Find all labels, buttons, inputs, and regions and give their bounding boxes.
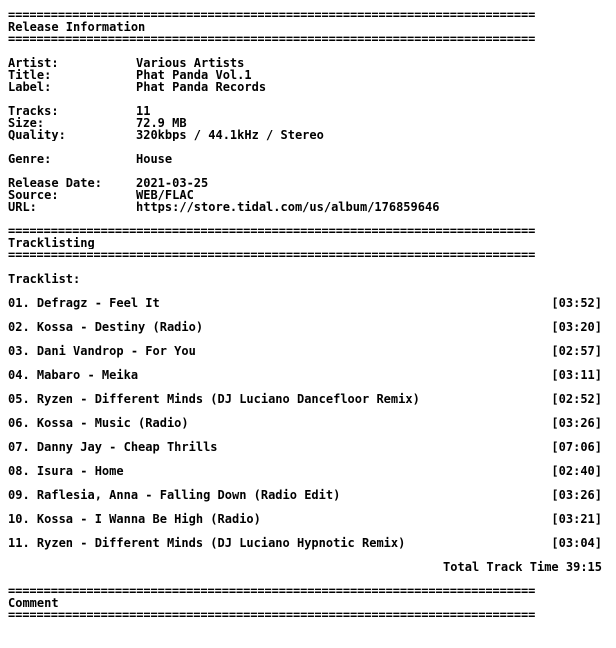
info-label: Size: xyxy=(8,117,45,129)
section-title-comment: Comment xyxy=(8,597,59,609)
track-row xyxy=(8,345,602,357)
track-row xyxy=(8,465,602,477)
info-label: Title: xyxy=(8,69,52,81)
track-row xyxy=(8,393,602,405)
info-label: Quality: xyxy=(8,129,66,141)
separator-line: ========================================================================== xyxy=(8,225,536,237)
track-row xyxy=(8,369,602,381)
info-value: 320kbps / 44.1kHz / Stereo xyxy=(136,129,324,141)
track-row xyxy=(8,441,602,453)
track-title: 04. Mabaro - Meika xyxy=(8,368,139,382)
track-title: 10. Kossa - I Wanna Be High (Radio) xyxy=(8,512,261,526)
track-duration: [02:57] xyxy=(551,344,602,358)
info-row xyxy=(8,57,602,69)
info-value: 72.9 MB xyxy=(136,117,187,129)
track-duration: [03:21] xyxy=(551,512,602,526)
track-duration: [03:04] xyxy=(551,536,602,550)
info-row xyxy=(8,153,602,165)
release-document xyxy=(8,9,602,621)
info-row xyxy=(8,189,602,201)
track-title: 06. Kossa - Music (Radio) xyxy=(8,416,189,430)
section-title-tracklisting: Tracklisting xyxy=(8,237,95,249)
tracklist xyxy=(8,297,602,561)
track-duration: [03:52] xyxy=(551,296,602,310)
track-title: 07. Danny Jay - Cheap Thrills xyxy=(8,440,218,454)
info-row xyxy=(8,105,602,117)
info-value: WEB/FLAC xyxy=(136,189,194,201)
track-row xyxy=(8,417,602,429)
track-duration: [07:06] xyxy=(551,440,602,454)
info-label: URL: xyxy=(8,201,37,213)
track-duration: [03:26] xyxy=(551,488,602,502)
info-row xyxy=(8,201,602,213)
section-title-release: Release Information xyxy=(8,21,146,33)
separator-line: ========================================================================== xyxy=(8,585,536,597)
total-track-time: Total Track Time 39:15 xyxy=(443,560,602,574)
track-title: 01. Defragz - Feel It xyxy=(8,296,160,310)
track-title: 08. Isura - Home xyxy=(8,464,124,478)
info-row xyxy=(8,117,602,129)
info-row xyxy=(8,81,602,93)
info-label: Release Date: xyxy=(8,177,102,189)
track-duration: [02:52] xyxy=(551,392,602,406)
info-label: Tracks: xyxy=(8,105,59,117)
info-row xyxy=(8,177,602,189)
separator-line: ========================================================================== xyxy=(8,249,536,261)
info-value: https://store.tidal.com/us/album/176859646 xyxy=(136,201,440,213)
separator-line: ========================================================================== xyxy=(8,33,536,45)
track-row xyxy=(8,489,602,501)
track-duration: [03:20] xyxy=(551,320,602,334)
info-label: Artist: xyxy=(8,57,59,69)
track-title: 11. Ryzen - Different Minds (DJ Luciano Hypnotic Remix) xyxy=(8,536,406,550)
track-title: 09. Raflesia, Anna - Falling Down (Radio Edit) xyxy=(8,488,341,502)
info-value: 2021-03-25 xyxy=(136,177,209,189)
track-title: 02. Kossa - Destiny (Radio) xyxy=(8,320,204,334)
info-value: 11 xyxy=(136,105,151,117)
track-duration: [03:26] xyxy=(551,416,602,430)
track-duration: [03:11] xyxy=(551,368,602,382)
track-duration: [02:40] xyxy=(551,464,602,478)
info-value: Various Artists xyxy=(136,57,245,69)
track-row xyxy=(8,321,602,333)
track-row xyxy=(8,513,602,525)
track-row xyxy=(8,297,602,309)
track-title: 05. Ryzen - Different Minds (DJ Luciano Dancefloor Remix) xyxy=(8,392,420,406)
info-value: Phat Panda Records xyxy=(136,81,267,93)
info-value: House xyxy=(136,153,173,165)
info-label: Genre: xyxy=(8,153,52,165)
track-title: 03. Dani Vandrop - For You xyxy=(8,344,196,358)
info-label: Label: xyxy=(8,81,52,93)
separator-line: ========================================================================== xyxy=(8,9,536,21)
separator-line: ========================================================================== xyxy=(8,609,536,621)
info-label: Source: xyxy=(8,189,59,201)
release-info xyxy=(8,57,602,225)
track-row xyxy=(8,537,602,549)
info-row xyxy=(8,69,602,81)
tracklist-heading: Tracklist: xyxy=(8,273,81,285)
info-value: Phat Panda Vol.1 xyxy=(136,69,252,81)
info-row xyxy=(8,129,602,141)
